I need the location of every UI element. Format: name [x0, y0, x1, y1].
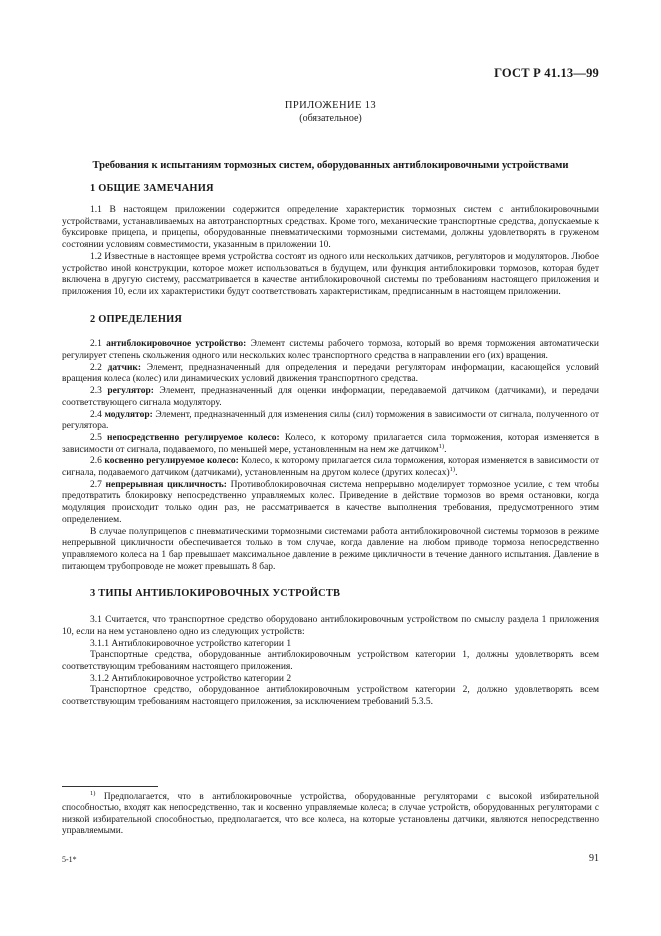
- paragraph-3-1: 3.1 Считается, что транспортное средство оборудовано антиблокировочным устройством по смыслу раздела 1 приложения 10, если на нем установлено одно из следующих устройств:: [62, 615, 599, 637]
- footnote-ref: 1): [438, 442, 445, 450]
- appendix-subtitle: (обязательное): [299, 113, 362, 124]
- footnote: [62, 789, 599, 838]
- section-heading-1: 1 ОБЩИЕ ЗАМЕЧАНИЯ: [90, 183, 214, 194]
- term: непосредственно регулируемое колесо:: [107, 432, 280, 443]
- paragraph-3-1-2: 3.1.2 Антиблокировочное устройство категории 2: [90, 673, 292, 684]
- section-heading-3: 3 ТИПЫ АНТИБЛОКИРОВОЧНЫХ УСТРОЙСТВ: [90, 588, 341, 600]
- footnote-divider: [62, 786, 158, 787]
- term: непрерывная цикличность:: [105, 479, 227, 490]
- paragraph-1-1: 1.1 В настоящем приложении содержится определение характеристик тормозных систем с антиблокировочными устройствами, устанавливаемых на автотранспортных средствах. Кроме того, механические транспортные средства, допускаемые к буксировке прицепа, и прицепы, оборудованные пневматическими тормозными системами, должны удовлетворять в груженом состоянии условиям совместимости, указанным в приложении 10.: [62, 205, 599, 251]
- term: модулятор:: [104, 409, 153, 420]
- print-mark: 5-1*: [62, 855, 77, 864]
- document-title: Требования к испытаниям тормозных систем, оборудованных антиблокировочными устройствами: [92, 160, 569, 171]
- definition-2-5: 2.5 непосредственно регулируемое колесо: Колесо, к которому прилагается сила торможения, которая изменяется в зависимости от сигнала, подаваемого, по меньшей мере, установленным на нем же датчиком$^{1)}$.: [62, 432, 600, 455]
- paragraph-1-2: 1.2 Известные в настоящее время устройства состоят из одного или нескольких датчиков, регуляторов и модуляторов. Любое устройство иной конструкции, которое может использоваться в будущем, или функция антиблокировки тормозов, которая будет включена в другую систему, рассматривается в качестве антиблокировочной системы по требованиям настоящего приложения и приложения 10, если их характеристики будут соответствовать характеристикам, предписанным в настоящем приложении.: [62, 251, 599, 297]
- paragraph-3-1-1-text: Транспортные средства, оборудованные антиблокировочным устройством категории 1, должны удовлетворять всем соответствующим требованиям настоящего приложения.: [62, 650, 599, 672]
- standard-number: ГОСТ Р 41.13—99: [494, 66, 599, 80]
- term: косвенно регулируемое колесо:: [104, 456, 239, 467]
- definition-2-3: 2.3 регулятор: Элемент, предназначенный для оценки информации, передаваемой датчиком (датчиками), и передачи соответствующего сигнала модулятору.: [62, 386, 599, 408]
- appendix-title: ПРИЛОЖЕНИЕ 13: [284, 100, 377, 111]
- definition-2-1: 2.1 антиблокировочное устройство: Элемент системы рабочего тормоза, который во время торможения автоматически регулирует степень скольжения одного или нескольких колес транспортного средства в направлении его (их) вращения.: [62, 339, 600, 362]
- paragraph-3-1-2-text: Транспортное средство, оборудованное антиблокировочным устройством категории 2, должно удовлетворять всем соответствующим требованиям настоящего приложения, за исключением требований 5.3.5.: [62, 685, 599, 708]
- definition-2-2: 2.2 датчик: Элемент, предназначенный для определения и передачи регуляторам информации, касающейся условий вращения колеса (колес) или динамических условий движения транспортного средства.: [62, 362, 599, 385]
- footnote-mark: 1): [90, 789, 96, 797]
- main-content: [62, 183, 599, 709]
- footnote-ref: 1): [449, 465, 456, 473]
- definition-2-4: 2.4 модулятор: Элемент, предназначенный для изменения силы (сил) торможения в зависимости от сигнала, полученного от регулятора.: [62, 409, 599, 432]
- definition-2-7: 2.7 непрерывная цикличность: Противоблокировочная система непрерывно моделирует тормозное усилие, с тем чтобы предотвратить блокировку непосредственно управляемых колес. Приведение в действие тормозов во время остановки, когда модуляция происходит только один раз, не рассматривается в качестве выполнения требования, предусмотренного этим определением.: [62, 479, 600, 525]
- term: датчик:: [107, 362, 142, 373]
- paragraph-3-1-1: 3.1.1 Антиблокировочное устройство категории 1: [90, 638, 292, 649]
- footnote-text: Предполагается, что в антиблокировочные устройства, оборудованные регуляторами с высокой избирательной способностью, входят как непосредственно, так и косвенно управляемые колеса; в случае устройств, оборудованных регуляторами с низкой избирательной способностью, предполагается, что все колеса, на которые установлены датчики, являются непосредственно управляемыми.: [62, 792, 599, 837]
- paragraph-semitrailers: В случае полуприцепов с пневматическими тормозными системами работа антиблокировочной системы тормозов в режиме непрерывной цикличности обеспечивается только в том случае, когда давление на любом приводе тормоза непосредственно управляемого колеса на 1 бар превышает максимальное давление в режиме цикличности в течение данного испытания. Давление в питающем трубопроводе не может превышать 8 бар.: [62, 526, 599, 572]
- section-heading-2: 2 ОПРЕДЕЛЕНИЯ: [90, 313, 183, 325]
- term: антиблокировочное устройство:: [106, 339, 247, 350]
- term: регулятор:: [107, 386, 154, 397]
- definition-2-6: 2.6 косвенно регулируемое колесо: Колесо, к которому прилагается сила торможения, которая изменяется в зависимости от сигнала, подаваемого датчиком (датчиками), установленным на другом колесе (других колесах)$^{1)}$.: [62, 456, 599, 479]
- page-number: 91: [589, 853, 599, 864]
